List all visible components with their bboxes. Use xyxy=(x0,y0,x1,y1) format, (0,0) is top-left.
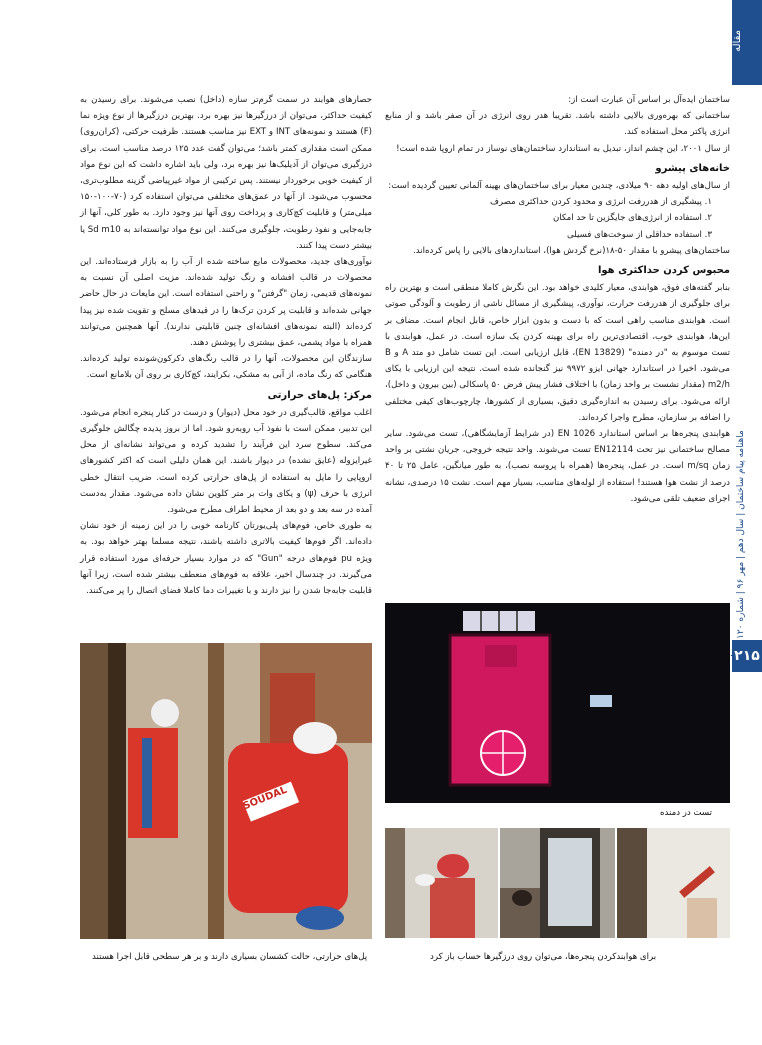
sealant-photo-1 xyxy=(385,828,498,938)
caption-sealant: برای هوابندکردن پنجره‌ها، می‌توان روی درزگیرها حساب باز کرد xyxy=(430,952,657,962)
page-number: ۲۱۵ xyxy=(732,640,762,672)
foam-application-illustration xyxy=(80,643,372,939)
blower-door-photo xyxy=(385,603,730,803)
journal-info: ماهنامه پیام ساختمان | سال دهم | مهر ۹۶ | شماره ۱۲۰ xyxy=(736,430,746,639)
paragraph: ساختمان ایده‌آل بر اساس آن عبارت است از: xyxy=(568,95,730,105)
section-tab xyxy=(732,0,762,85)
section-heading: مرکز: پل‌های حرارتی xyxy=(267,389,372,401)
blower-door-illustration xyxy=(385,603,730,803)
paragraph: به طوری خاص، فوم‌های پلی‌یورتان کارنامه خوبی را در این زمینه از خود نشان داده‌اند. اگر فوم‌ها کیفیت بالاتری داشته باشند، نتیجه مسلما بهتر خواهد بود. به ویژه pu فوم‌های درجه "Gun" که در موارد بسیار حرفه‌ای مورد استفاده قرار می‌گیرند. در چندسال اخیر، علاقه به فوم‌های منعطف بیشتر شده است، زیرا آنها قابلیت جابه‌جا شدن را نیز دارند و با تغییرات دما کاملا فضای اتصال را پر می‌کنند. xyxy=(80,521,372,597)
worker-with-sealant-illustration xyxy=(385,828,498,938)
article-column-left xyxy=(80,92,372,599)
soudal-logo: SOUDAL xyxy=(241,784,289,813)
paragraph: حصارهای هوابند در سمت گرم‌تر سازه (داخل) نصب می‌شوند. برای رسیدن به کیفیت حداکثر، می‌توان از درزگیرها نیز بهره برد. بهترین درزگیرها از نوع ویژه نما (F) هستند و نمونه‌های INT و EXT نیز مناسب هستند. ظرفیت حرکتی، (کران‌روی) ممکن است مقداری کمتر باشد؛ می‌توان گفت عدد ۱۲۵ درصد مناسب است. برای درزگیری می‌توان از آدیلیک‌ها نیز بهره برد، ولی باید اشاره داشت که این نوع مواد از کیفیت خوبی برخوردار نیستند. پس ترکیبی از مواد غیرپیاضی گزینه مطلوب‌تری، محسوب می‌شود. از آنها در عمق‌های مختلفی می‌توان استفاده کرد (۷۰-۱۰۰-۱۵۰ میلی‌متر) و قابلیت کچ‌کاری و پرداخت روی آنها نیز وجود دارد. به طور کلی، آنها از جابه‌جایی و نفوذ رطوبت، جلوگیری می‌کنند. این نوع مواد توانسته‌اند به Sd m10 یا بیشتر دست پیدا کنند. xyxy=(80,95,373,251)
sealant-gun-illustration xyxy=(617,828,730,938)
section-tab-label: مقاله xyxy=(732,30,743,52)
list-item: ۲. استفاده از انرژی‌های جایگزین تا حد امکان xyxy=(552,213,712,224)
sealant-photo-3 xyxy=(617,828,730,938)
list-item: ۱. پیشگیری از هدررفت انرژی و محدود کردن حداکثری مصرف xyxy=(489,197,712,208)
paragraph: نوآوری‌های جدید، محصولات مایع ساخته شده از آب را به بازار فرستاده‌اند. این محصولات در قالب افشانه و رنگ تولید شده‌اند. مزیت اصلی آن نسبت به نمونه‌های قدیمی، زمان "گرفتن" و راحتی استفاده است. این مایعات در حال حاضر جهانی شده‌اند و قابلیت پر کردن ترک‌ها را در قیدهای مسلح و تقویت شده نیز پیدا کرده‌اند (البته نمونه‌های افشانه‌ای چنین قابلیتی ندارند). آنها همچنین می‌توانند همراه با مواد پشمی، عمق بیشتری را پوشش دهند. xyxy=(80,257,372,349)
article-column-right xyxy=(385,92,730,507)
window-frame-illustration xyxy=(500,828,615,938)
paragraph: از سال‌های اولیه دهه ۹۰ میلادی، چندین معیار برای ساختمان‌های بهینه آلمانی تعیین گردیده است: xyxy=(388,181,730,192)
worker-foam-photo xyxy=(80,643,372,939)
paragraph: اغلب مواقع، قالب‌گیری در خود محل (دیوار) و درست در کنار پنجره انجام می‌شود. این تدبیر، ممکن است با نفوذ آب روبه‌رو شود. اما از بروز پدیده چگالش جلوگیری می‌کند. سطوح سرد این فرآیند را تشدید کرده و می‌تواند نشانه‌ای از محل غیرایزوله (عایق نشده) در دیوار باشند. این همان دلیلی است که اکثر کشورهای اروپایی را مایل به استفاده از پل‌های حرارتی کرده است. ضریب انتقال خطی انرژی با حرف (ψ) و یکای وات بر متر کلوین نشان داده می‌شود. مقدار به‌دست آمده در سه بعد و دو بعد از محیط اطراف مطرح می‌شود. xyxy=(80,407,372,516)
paragraph: بنابر گفته‌های فوق، هوابندی، معیار کلیدی خواهد بود. این نگرش کاملا منطقی است و بهترین راه برای جلوگیری از هدررفت حرارت، نوآوری، پیشگیری از مسائل ناشی از رطوبت و آلودگی صوتی است. هوابندی مناسب راهی است که با دست و بدون ابزار خاص، قابل انجام است. مضاف بر این‌ها، هوابندی خوب، اقتصادی‌ترین راه برای بهینه کردن یک سازه است. در عمل، هوابندی با تست موسوم به "در دمنده" (EN 13829)، قابل ارزیابی است. این تست شامل دو متد A و B می‌شود. اخیرا در استاندارد جهانی ایزو ۹۹۷۲ نیز گنجانده شده است. نتیجه این ارزیابی با یکای m2/h (مقدار نشست بر واحد زمان) با اختلاف فشار پیش فرض ۵۰ پاسکالی (بین بیرون و داخل)، ارائه می‌شود. برای رسیدن به اندازه‌گیری دقیق، بسیاری از کشورها، چارچوب‌های کیفی مختلفی را اضافه بر سازمان، مطرح واجرا کرده‌اند. xyxy=(385,283,730,423)
section-heading: خانه‌های پیشرو xyxy=(655,162,730,174)
paragraph: از سال ۲۰۰۱، این چشم انداز، تبدیل به استاندارد ساختمان‌های نوساز در تمام اروپا شده است! xyxy=(396,143,730,154)
paragraph: سازندگان این محصولات، آنها را در قالب رنگ‌های دکرکون‌شونده تولید کرده‌اند. هنگامی که رنگ ماده، از آبی به مشکی، بکرایند، کچ‌کاری بر روی آن بلامانع است. xyxy=(80,354,372,381)
section-heading: محبوس کردن حداکثری هوا xyxy=(597,265,730,277)
caption-blower-door: تست در دمنده xyxy=(660,808,712,818)
list-item: ۳. استفاده حداقلی از سوخت‌های فسیلی xyxy=(567,229,712,240)
paragraph: ساختمان‌های پیشرو با مقدار ۵۰-۱۸(نرخ گردش هوا)، استانداردهای بالایی را پاس کرده‌اند. xyxy=(413,245,730,256)
caption-thermal-bridges: پل‌های حرارتی، حالت کشسان بسیاری دارند و بر هر سطحی قابل اجرا هستند xyxy=(92,952,368,962)
paragraph: ساختمانی که بهره‌وری بالایی داشته باشد. تقریبا هدر روی انرژی در آن صفر باشد و از منابع انرژی پاکتر محل استفاده کند. xyxy=(385,111,730,138)
paragraph: هوابندی پنجره‌ها بر اساس استاندارد EN 1026 (در شرایط آزمایشگاهی)، تست می‌شود. سایر مصالح ساختمانی نیز تحت EN12114 تست می‌شوند. واحد نتیجه خروجی، جریان نشتی بر واحد زمان m/sq است. در عمل، پنجره‌ها (همراه با پروسه نصب)، به طور میانگین، عامل ۲۵ تا ۴۰ درصد از نشت هوا هستند! استفاده از لوله‌های مناسب، بسیار مهم است. نشت ۱۵ درصدی، نشانه اجرای ضعیف تلقی می‌شود. xyxy=(385,429,730,504)
sealant-photo-2 xyxy=(500,828,615,938)
